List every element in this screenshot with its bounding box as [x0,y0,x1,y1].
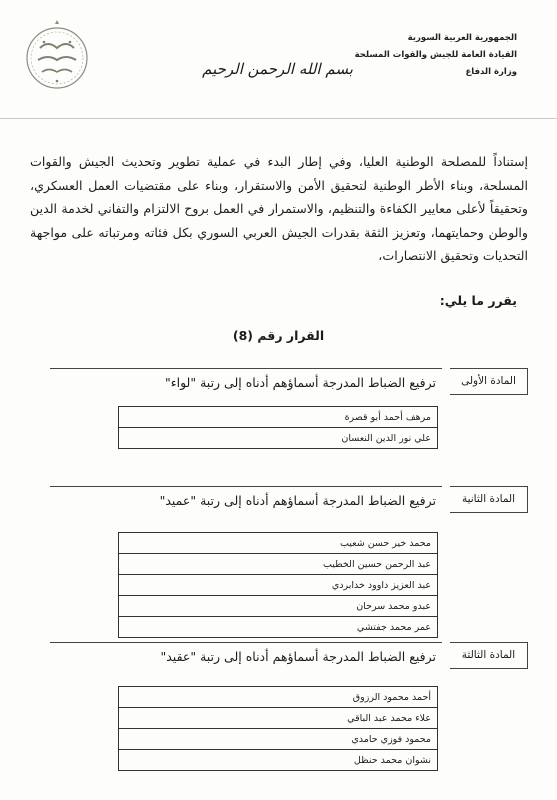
article-text: ترفيع الضباط المدرجة أسماؤهم أدناه إلى رتبة "عقيد" [50,642,442,669]
officer-name: أحمد محمود الرزوق [119,687,438,708]
table-row [119,729,438,750]
preamble-paragraph: إستناداً للمصلحة الوطنية العليا، وفي إطار البدء في عملية تطوير وتحديث الجيش والقوات المسلحة، وبناء الأطر الوطنية لتحقيق الأمن والاستقرار، وبناء على مقتضيات العمل العسكري، وتحقيقاً لأعلى معايير الكفاءة والتنظيم، والاستمرار في العمل بروح الالتزام والتفاني لخدمة الدين والوطن وحمايتهما، وتعزيز الثقة بقدرات الجيش العربي السوري بكل فئاته ومرتباته على مواجهة التحديات وتحقيق الانتصارات، [30,154,528,263]
table-row [119,554,438,575]
decides-heading: يقرر ما يلي: [439,293,517,308]
article-text: ترفيع الضباط المدرجة أسماؤهم أدناه إلى رتبة "لواء" [50,368,442,395]
article-row-1 [50,368,528,395]
basmala: بسم الله الرحمن الرحيم [202,60,353,78]
table-row [119,750,438,771]
officer-name: علاء محمد عبد الباقي [119,708,438,729]
officer-name: عمر محمد جفتشي [119,617,438,638]
article-label: المادة الثالثة [450,642,528,669]
names-table-1 [118,406,438,449]
officer-name: مرهف أحمد أبو قصرة [119,407,438,428]
article-label: المادة الثانية [450,486,528,513]
general-command-emblem-icon [22,18,92,98]
officer-name: عبد العزيز داوود خدابردي [119,575,438,596]
table-row [119,533,438,554]
table-row [119,575,438,596]
article-label: المادة الأولى [450,368,528,395]
header-divider [0,118,557,119]
names-table-2 [118,532,438,638]
officer-name: عبد الرحمن حسين الخطيب [119,554,438,575]
officer-name: نشوان محمد حنظل [119,750,438,771]
table-row [119,428,438,449]
table-row [119,617,438,638]
article-row-3 [50,642,528,669]
decision-title: القرار رقم (8) [232,328,325,343]
table-row [119,596,438,617]
header-line: الجمهورية العربية السورية [407,33,517,43]
header-line: وزارة الدفاع [465,67,517,77]
names-table-3 [118,686,438,771]
article-text: ترفيع الضباط المدرجة أسماؤهم أدناه إلى رتبة "عميد" [50,486,442,513]
table-row [119,407,438,428]
table-row [119,708,438,729]
table-row [119,687,438,708]
officer-name: محمود فوزي حامدي [119,729,438,750]
officer-name: عبدو محمد سرحان [119,596,438,617]
article-row-2 [50,486,528,513]
header-line: القيادة العامة للجيش والقوات المسلحة [354,50,517,60]
officer-name: محمد خير حسن شعيب [119,533,438,554]
officer-name: علي نور الدين النعسان [119,428,438,449]
